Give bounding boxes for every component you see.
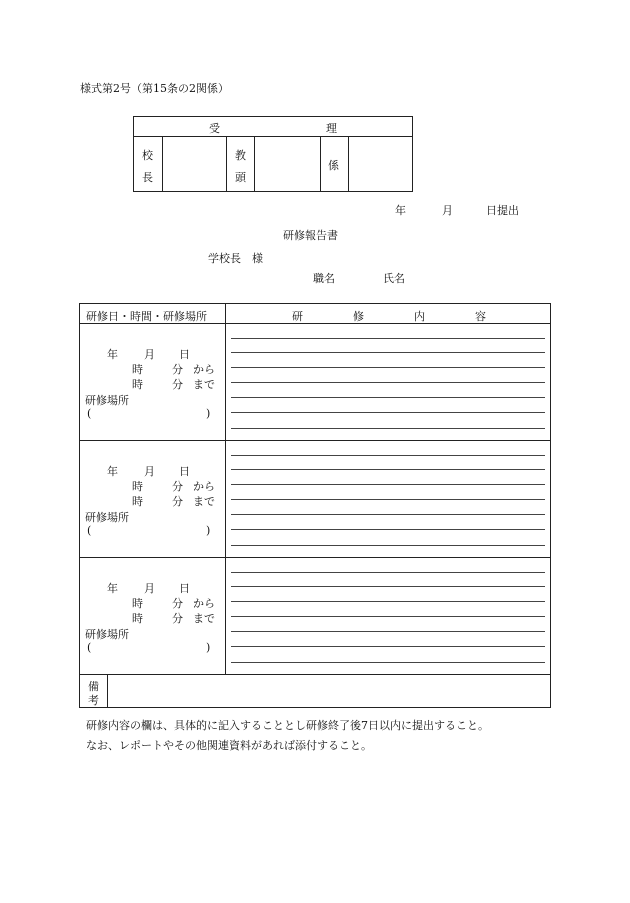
entry-paren-open: ( <box>87 407 92 420</box>
remarks-label-1: 備 <box>88 680 99 693</box>
entry-to-hour: 時 <box>132 495 143 508</box>
name-label: 氏名 <box>383 272 405 285</box>
entry-to-minute: 分 <box>172 378 183 391</box>
addressee: 学校長 様 <box>208 252 263 265</box>
note-line-2: なお、レポートやその他関連資料があれば添付すること。 <box>86 739 372 752</box>
entry-to-suffix: まで <box>193 495 215 508</box>
reception-header-left: 受 <box>209 122 220 135</box>
entry-year: 年 <box>107 582 118 595</box>
entry-from-suffix: から <box>193 363 215 376</box>
entry-month: 月 <box>144 582 155 595</box>
position-label: 職名 <box>313 272 335 285</box>
entry-paren-close: ) <box>206 407 211 420</box>
date-month: 月 <box>442 204 453 217</box>
entry-year: 年 <box>107 348 118 361</box>
vice-principal-stamp-field[interactable] <box>255 137 319 192</box>
entry-to-suffix: まで <box>193 612 215 625</box>
document-title: 研修報告書 <box>283 229 338 242</box>
staff-label: 係 <box>328 159 339 172</box>
entry-month: 月 <box>144 348 155 361</box>
remarks-field[interactable] <box>108 675 550 707</box>
entry-place-label: 研修場所 <box>85 628 129 641</box>
entry-place-label: 研修場所 <box>85 511 129 524</box>
entry-paren-close: ) <box>206 641 211 654</box>
col1-header: 研修日・時間・研修場所 <box>86 310 207 323</box>
vice-principal-label-1: 教 <box>235 149 246 162</box>
entry-paren-open: ( <box>87 524 92 537</box>
entry-from-suffix: から <box>193 597 215 610</box>
entry-place-label: 研修場所 <box>85 394 129 407</box>
entry-from-minute: 分 <box>172 597 183 610</box>
col2-header-2: 修 <box>353 310 364 323</box>
col2-header-4: 容 <box>475 310 486 323</box>
date-year: 年 <box>395 204 406 217</box>
entry-to-hour: 時 <box>132 378 143 391</box>
entry-to-suffix: まで <box>193 378 215 391</box>
date-day-submit: 日提出 <box>486 204 519 217</box>
entry-day: 日 <box>179 348 190 361</box>
training-report-table <box>79 303 551 708</box>
col2-header-1: 研 <box>292 310 303 323</box>
principal-stamp-field[interactable] <box>163 137 225 192</box>
reception-box <box>133 116 413 192</box>
col2-header-3: 内 <box>414 310 425 323</box>
form-number: 様式第2号（第15条の2関係） <box>80 82 229 95</box>
entry-to-minute: 分 <box>172 612 183 625</box>
entry-month: 月 <box>144 465 155 478</box>
principal-label-1: 校 <box>142 149 153 162</box>
entry-from-hour: 時 <box>132 363 143 376</box>
entry-paren-open: ( <box>87 641 92 654</box>
entry-from-minute: 分 <box>172 480 183 493</box>
entry-to-minute: 分 <box>172 495 183 508</box>
entry-day: 日 <box>179 582 190 595</box>
entry-from-minute: 分 <box>172 363 183 376</box>
entry-year: 年 <box>107 465 118 478</box>
vice-principal-label-2: 頭 <box>235 171 246 184</box>
entry-from-hour: 時 <box>132 597 143 610</box>
reception-header-right: 理 <box>326 122 337 135</box>
entry-paren-close: ) <box>206 524 211 537</box>
note-line-1: 研修内容の欄は、具体的に記入することとし研修終了後7日以内に提出すること。 <box>86 719 489 732</box>
entry-from-suffix: から <box>193 480 215 493</box>
staff-stamp-field[interactable] <box>349 137 413 192</box>
remarks-label-2: 考 <box>88 694 99 707</box>
entry-to-hour: 時 <box>132 612 143 625</box>
entry-from-hour: 時 <box>132 480 143 493</box>
entry-day: 日 <box>179 465 190 478</box>
principal-label-2: 長 <box>142 171 153 184</box>
